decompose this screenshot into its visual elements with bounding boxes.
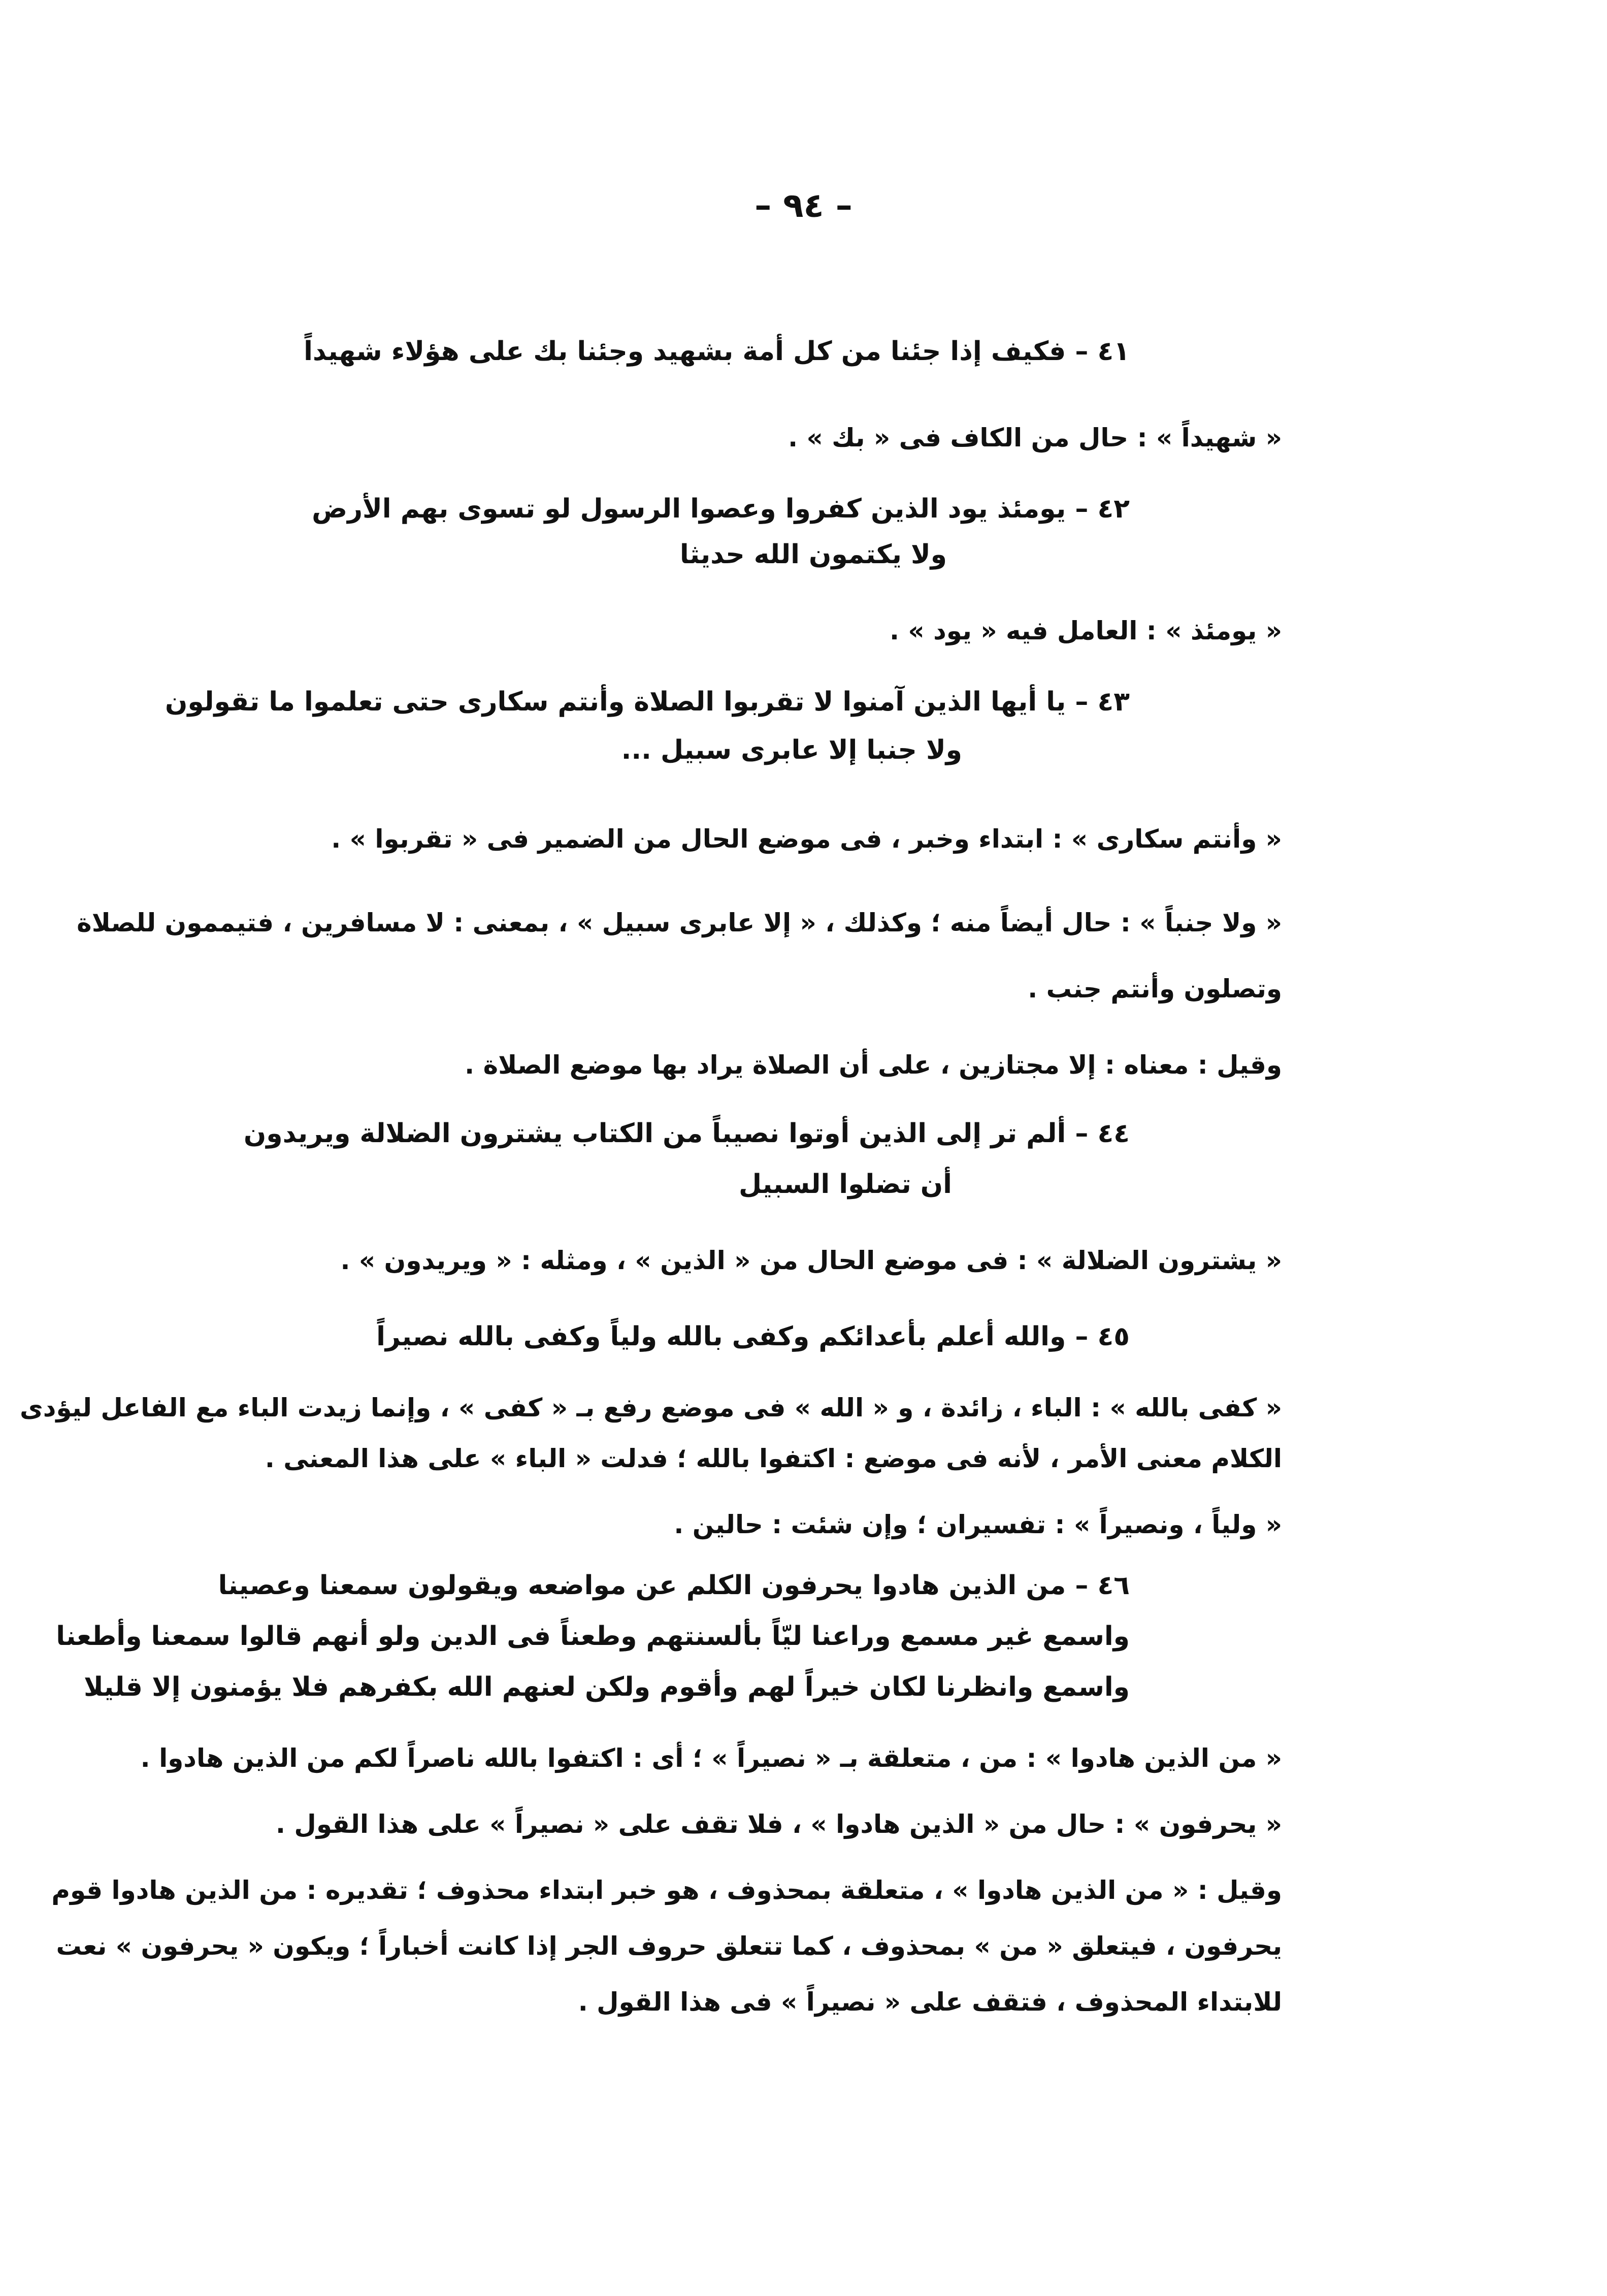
commentary-line: « يشترون الضلالة » : فى موضع الحال من « الذين » ، ومثله : « ويريدون » .	[340, 1246, 1282, 1275]
commentary-line: « كفى بالله » : الباء ، زائدة ، و « الله » فى موضع رفع بـ « كفى » ، وإنما زيدت الباء مع الفاعل ليؤدى	[19, 1393, 1282, 1422]
verse-46-line-3: واسمع وانظرنا لكان خيراً لهم وأقوم ولكن لعنهم الله بكفرهم فلا يؤمنون إلا قليلا	[84, 1672, 1130, 1702]
verse-42-line-1: ٤٢ – يومئذ يود الذين كفروا وعصوا الرسول لو تسوى بهم الأرض	[312, 494, 1130, 524]
commentary-line: « يحرفون » : حال من « الذين هادوا » ، فلا تقف على « نصيراً » على هذا القول .	[276, 1809, 1282, 1839]
verse-46-line-1: ٤٦ – من الذين هادوا يحرفون الكلم عن مواضعه ويقولون سمعنا وعصينا	[218, 1570, 1130, 1601]
verse-44-line-2: أن تضلوا السبيل	[739, 1169, 952, 1200]
commentary-line-continued: وتصلون وأنتم جنب .	[1028, 974, 1282, 1004]
verse-45-line-1: ٤٥ – والله أعلم بأعدائكم وكفى بالله ولياً وكفى بالله نصيراً	[376, 1321, 1130, 1352]
commentary-line: « وأنتم سكارى » : ابتداء وخبر ، فى موضع الحال من الضمير فى « تقربوا » .	[331, 824, 1282, 854]
commentary-line: « ولا جنباً » : حال أيضاً منه ؛ وكذلك ، « إلا عابرى سبيل » ، بمعنى : لا مسافرين ، فتيممون للصلاة	[77, 908, 1282, 937]
commentary-line: وقيل : « من الذين هادوا » ، متعلقة بمحذوف ، هو خبر ابتداء محذوف ؛ تقديره : من الذين هادوا قوم	[51, 1875, 1282, 1905]
commentary-line: وقيل : معناه : إلا مجتازين ، على أن الصلاة يراد بها موضع الصلاة .	[465, 1050, 1282, 1080]
commentary-line: « شهيداً » : حال من الكاف فى « بك » .	[788, 423, 1282, 452]
verse-44-line-1: ٤٤ – ألم تر إلى الذين أوتوا نصيباً من الكتاب يشترون الضلالة ويريدون	[243, 1118, 1130, 1149]
verse-43-line-2: ولا جنبا إلا عابرى سبيل ...	[621, 735, 962, 765]
verse-41-line-1: ٤١ – فكيف إذا جئنا من كل أمة بشهيد وجئنا بك على هؤلاء شهيداً	[304, 336, 1130, 367]
commentary-line: « من الذين هادوا » : من ، متعلقة بـ « نصيراً » ؛ أى : اكتفوا بالله ناصراً لكم من الذين هادوا .	[140, 1743, 1282, 1773]
verse-46-line-2: واسمع غير مسمع وراعنا ليّاً بألسنتهم وطعناً فى الدين ولو أنهم قالوا سمعنا وأطعنا	[56, 1621, 1130, 1652]
page-number: – ٩٤ –	[755, 186, 852, 225]
verse-42-line-2: ولا يكتمون الله حديثا	[679, 539, 947, 570]
verse-43-line-1: ٤٣ – يا أيها الذين آمنوا لا تقربوا الصلاة وأنتم سكارى حتى تعلموا ما تقولون	[165, 687, 1130, 717]
commentary-line-continued: يحرفون ، فيتعلق « من » بمحذوف ، كما تتعلق حروف الجر إذا كانت أخباراً ؛ ويكون « يحرفون » نعت	[56, 1931, 1282, 1961]
commentary-line: « يومئذ » : العامل فيه « يود » .	[890, 616, 1282, 645]
commentary-line-continued: الكلام معنى الأمر ، لأنه فى موضع : اكتفوا بالله ؛ فدلت « الباء » على هذا المعنى .	[265, 1444, 1282, 1473]
commentary-line: « ولياً ، ونصيراً » : تفسيران ؛ وإن شئت : حالين .	[674, 1510, 1282, 1539]
commentary-line-continued: للابتداء المحذوف ، فتقف على « نصيراً » فى هذا القول .	[578, 1987, 1282, 2017]
